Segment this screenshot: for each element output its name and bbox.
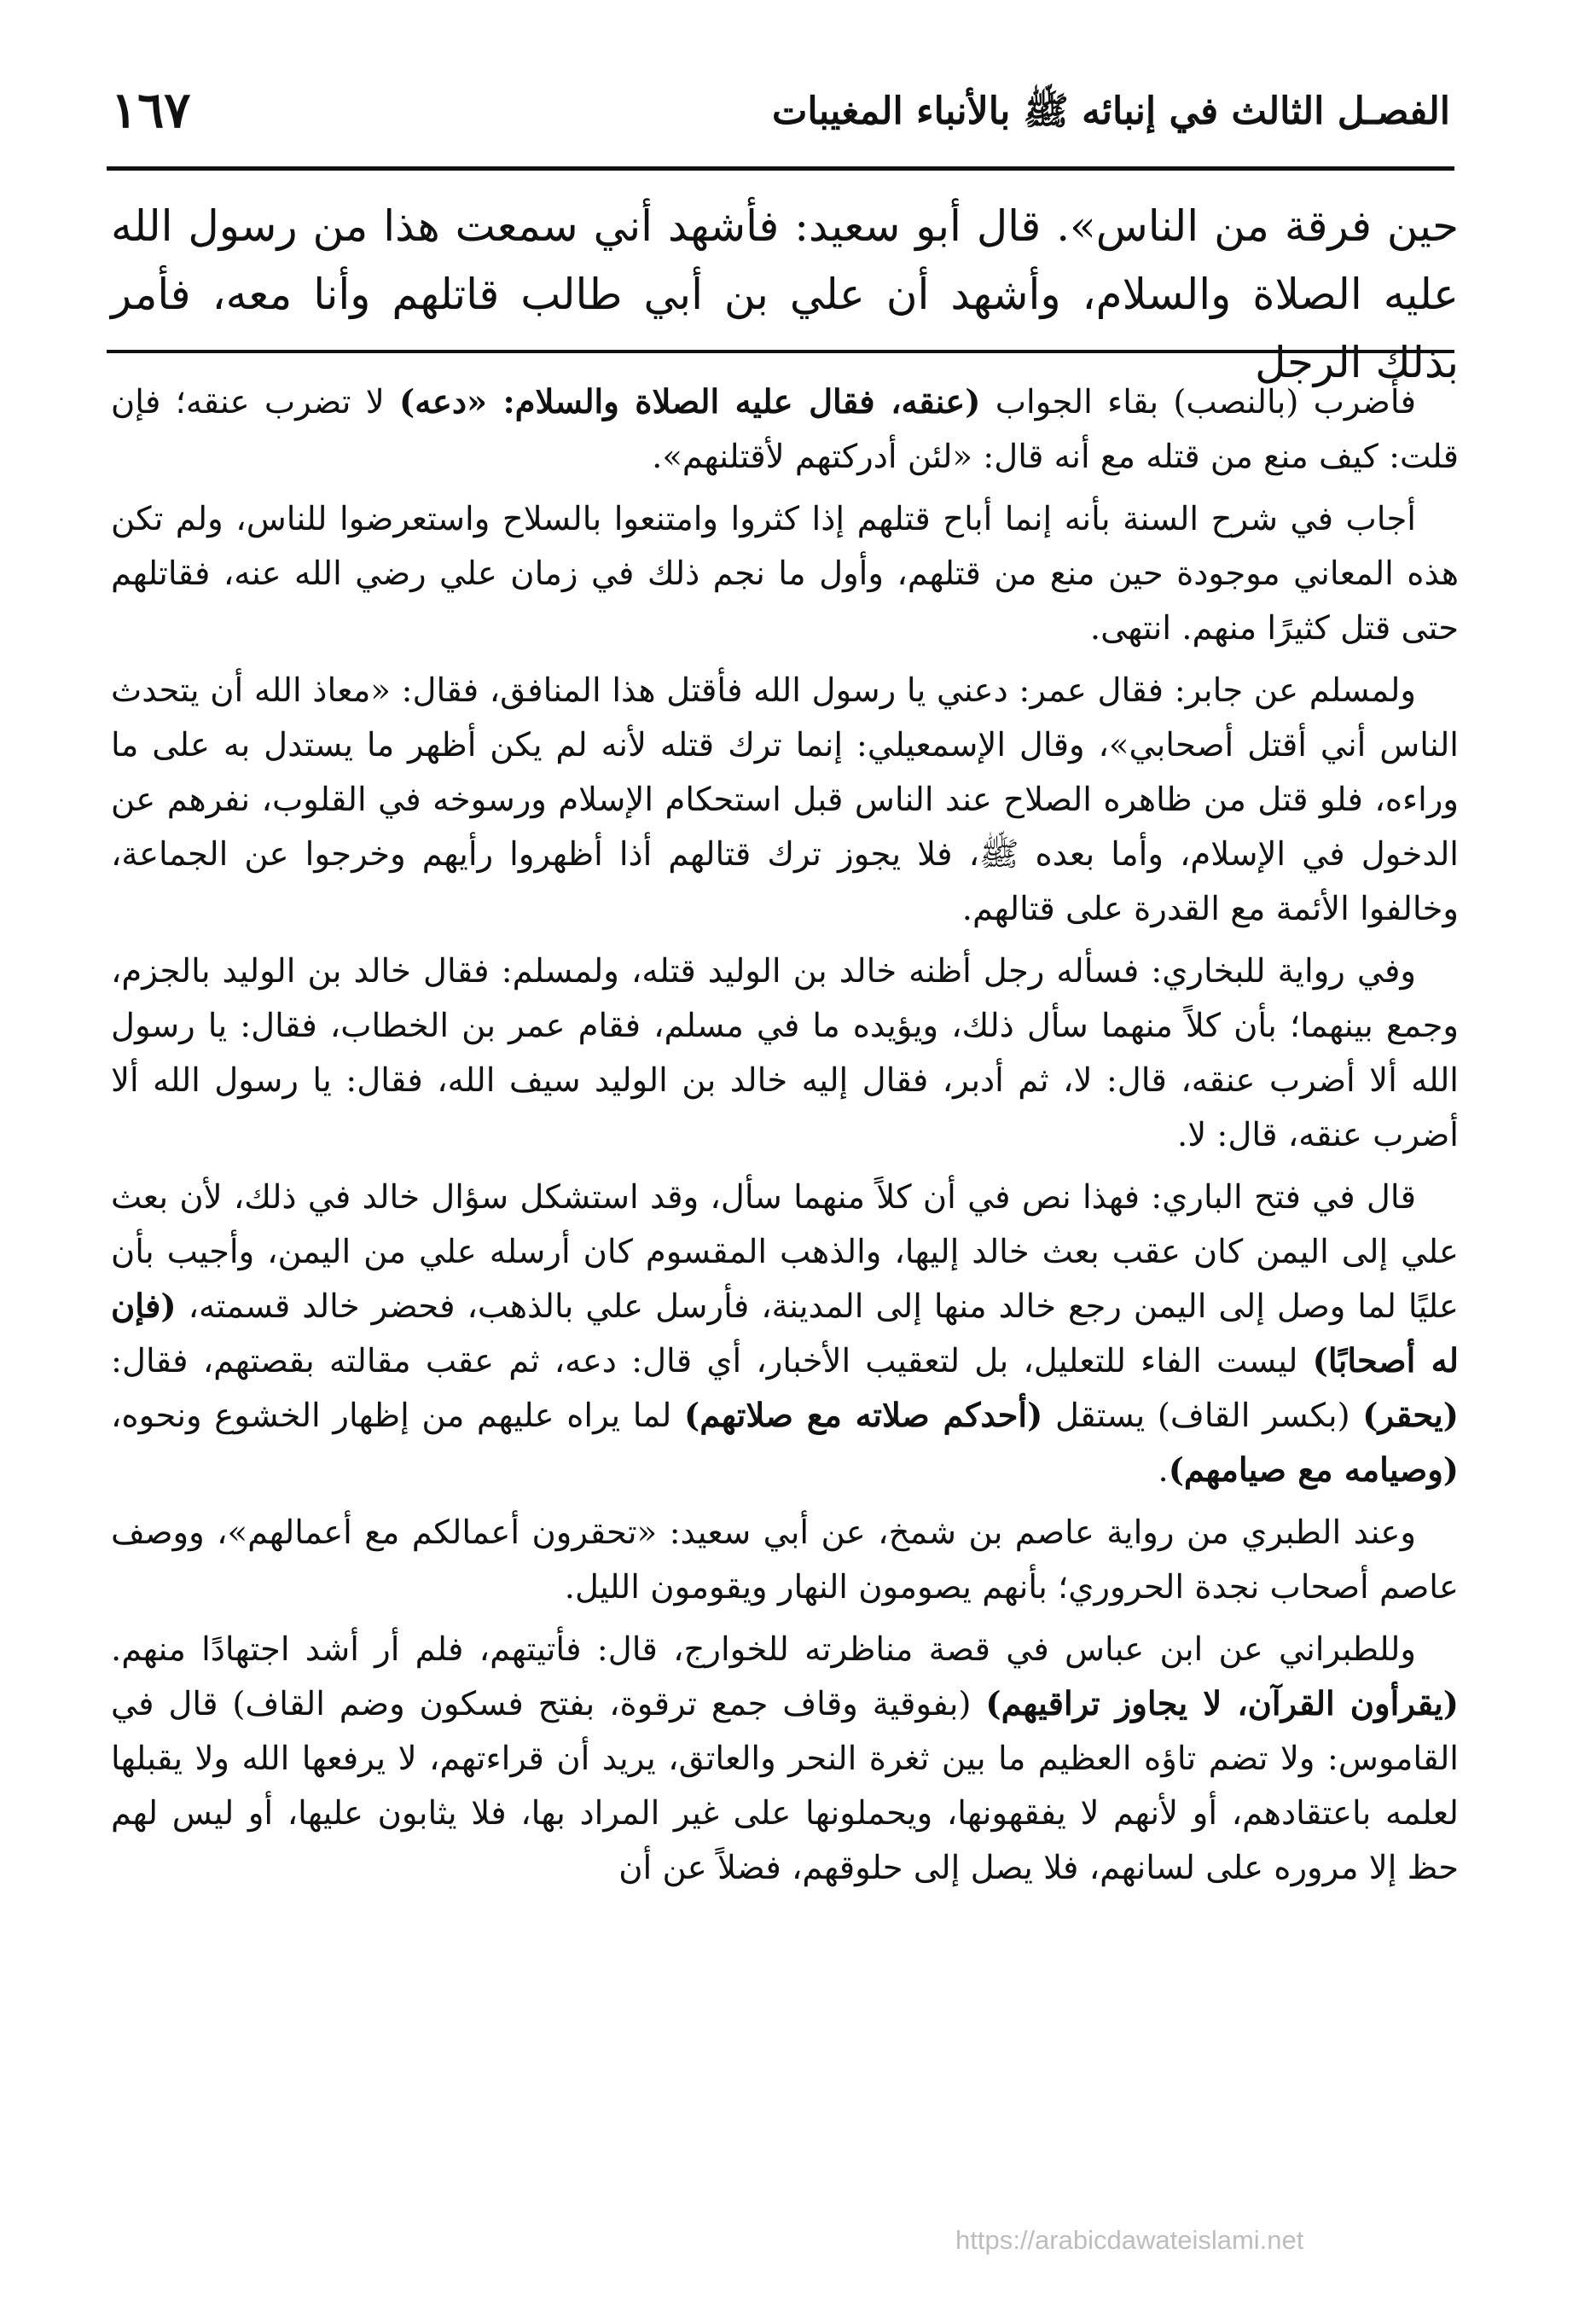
note-quote-bold: (عنقه، فقال عليه الصلاة والسلام: «دعه)	[398, 383, 981, 421]
main-paragraph: حين فرقة من الناس». قال أبو سعيد: فأشهد أني سمعت هذا من رسول الله عليه الصلاة والسلام، وأشهد أن علي بن أبي طالب قاتلهم وأنا معه، فأمر بذلك الرجل	[111, 201, 1459, 387]
running-header	[111, 81, 1450, 158]
page-number: ١٦٧	[111, 81, 191, 139]
note-text: وللطبراني عن ابن عباس في قصة مناظرته للخوارج، قال: فأتيتهم، فلم أر أشد اجتهادًا منهم.	[111, 1630, 1416, 1669]
chapter-title: الفصـل الثالث في إنبائه ﷺ بالأنباء المغيبات	[772, 90, 1450, 133]
main-text	[111, 192, 1459, 397]
note-quote-bold: (يقرأون القرآن، لا يجاوز تراقيهم)	[985, 1685, 1459, 1723]
note-quote-bold: (فإن له أصحابًا)	[111, 1287, 1459, 1380]
note-paragraph	[111, 1171, 1459, 1498]
website-watermark: https://arabicdawateislami.net	[955, 2225, 1304, 2255]
note-text: لما يراه عليهم من إظهار الخشوع ونحوه،	[111, 1397, 685, 1435]
note-text: قال في فتح الباري: فهذا نص في أن كلاً منهما سأل، وقد استشكل سؤال خالد في ذلك، لأن بعث علي إلى اليمن كان عقب بعث خالد إليها، والذهب المقسوم كان أرسله علي من اليمن، وأجيب بأن عليًا لما وصل إلى اليمن رجع خالد منها إلى المدينة، فأرسل علي بالذهب، فحضر خالد قسمته،	[111, 1178, 1459, 1326]
notes-divider	[107, 350, 1454, 353]
note-text: (بكسر القاف) يستقل	[1042, 1397, 1363, 1435]
note-quote-bold: (وصيامه مع صيامهم)	[1168, 1451, 1459, 1490]
note-text: (بفوقية وقاف جمع ترقوة، بفتح فسكون وضم القاف) قال في القاموس: ولا تضم تاؤه العظيم ما بين ثغرة النحر والعاتق، يريد أن قراءتهم، لا يرفعها الله ولا يقبلها لعلمه باعتقادهم، أو لأنهم لا يفقهونها، ويحملونها على غير المراد بها، فلا يثابون عليها، أو ليس لهم حظ إلا مروره على لسانهم، فلا يصل إلى حلوقهم، فضلاً عن أن	[111, 1685, 1459, 1887]
note-paragraph	[111, 375, 1459, 485]
note-text: .	[1158, 1451, 1169, 1490]
note-text: ليست الفاء للتعليل، بل لتعقيب الأخبار، أي قال: دعه، ثم عقب مقالته بقصتهم، فقال:	[111, 1342, 1313, 1380]
note-paragraph: وعند الطبري من رواية عاصم بن شمخ، عن أبي سعيد: «تحقرون أعمالكم مع أعمالهم»، ووصف عاصم أصحاب نجدة الحروري؛ بأنهم يصومون النهار ويقومون الليل.	[111, 1514, 1459, 1606]
header-divider	[107, 166, 1454, 171]
note-paragraph: أجاب في شرح السنة بأنه إنما أباح قتلهم إذا كثروا وامتنعوا بالسلاح واستعرضوا للناس، ولم تكن هذه المعاني موجودة حين منع من قتلهم، وأول ما نجم ذلك في زمان علي رضي الله عنه، فقاتلهم حتى قتل كثيرًا منهم. انتهى.	[111, 500, 1459, 648]
note-paragraph	[111, 1623, 1459, 1896]
note-quote-bold: (أحدكم صلاته مع صلاتهم)	[684, 1397, 1043, 1435]
commentary-notes	[111, 375, 1459, 1903]
note-quote-bold: (يحقر)	[1362, 1397, 1459, 1435]
note-text: لا تضرب عنقه؛ فإن قلت: كيف منع من قتله مع أنه قال: «لئن أدركتهم لأقتلنهم».	[111, 383, 1459, 476]
note-paragraph: وفي رواية للبخاري: فسأله رجل أظنه خالد بن الوليد قتله، ولمسلم: فقال خالد بن الوليد بالجزم، وجمع بينهما؛ بأن كلاً منهما سأل ذلك، ويؤيده ما في مسلم، فقام عمر بن الخطاب، فقال: يا رسول الله ألا أضرب عنقه، قال: لا، ثم أدبر، فقال إليه خالد بن الوليد سيف الله، فقال: يا رسول الله ألا أضرب عنقه، قال: لا.	[111, 952, 1459, 1154]
note-text: فأضرب (بالنصب) بقاء الجواب	[980, 383, 1416, 421]
note-paragraph: ولمسلم عن جابر: فقال عمر: دعني يا رسول الله فأقتل هذا المنافق، فقال: «معاذ الله أن يتحدث الناس أني أقتل أصحابي»، وقال الإسمعيلي: إنما ترك قتله لأنه لم يكن أظهر ما يستدل به على ما وراءه، فلو قتل من ظاهره الصلاح عند الناس قبل استحكام الإسلام ورسوخه في القلوب، نفرهم عن الدخول في الإسلام، وأما بعده ﷺ، فلا يجوز ترك قتالهم أذا أظهروا رأيهم وخرجوا عن الجماعة، وخالفوا الأئمة مع القدرة على قتالهم.	[111, 671, 1459, 928]
